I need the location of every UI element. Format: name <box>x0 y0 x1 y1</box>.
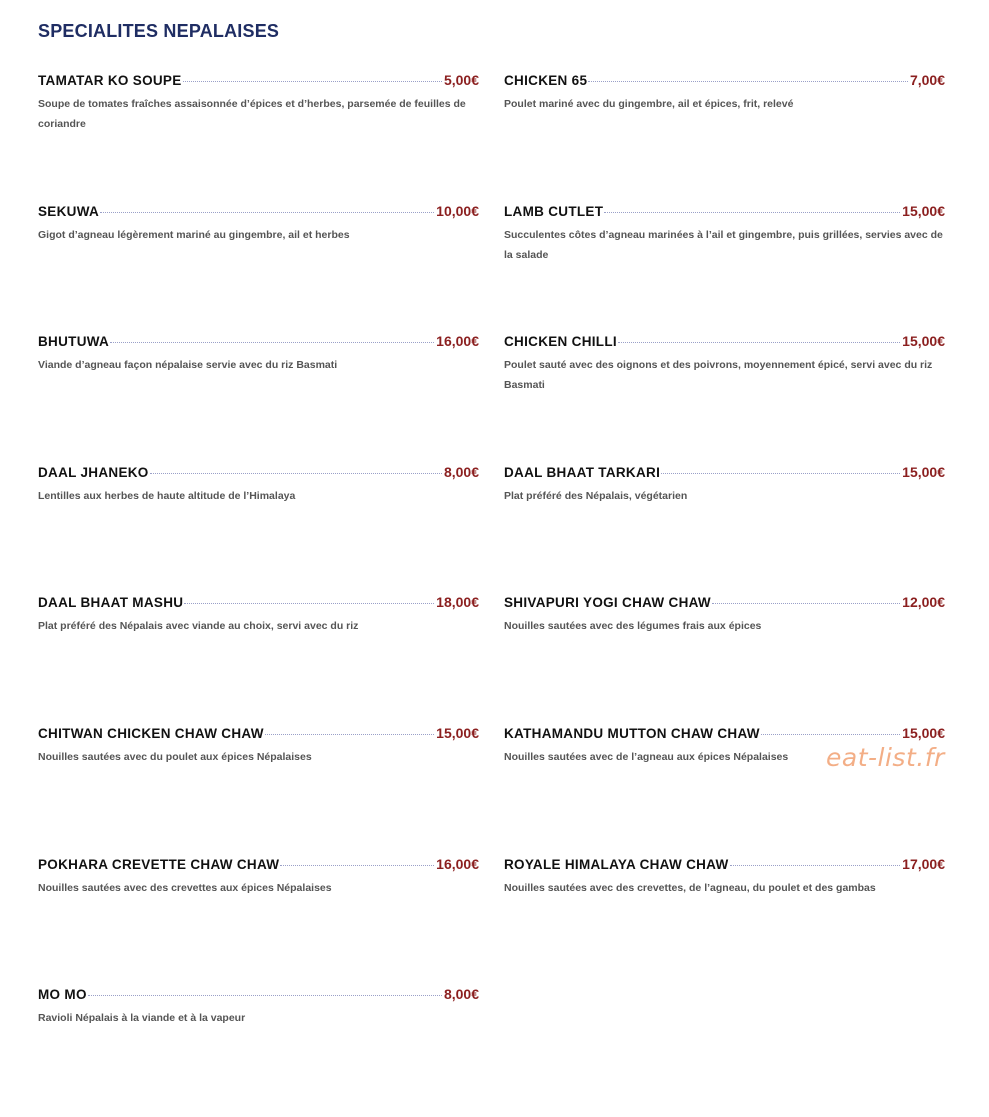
menu-item <box>38 464 479 595</box>
item-name: DAAL JHANEKO <box>38 464 149 480</box>
menu-item <box>504 333 945 464</box>
item-description: Plat préféré des Népalais, végétarien <box>504 489 688 502</box>
item-name: BHUTUWA <box>38 334 110 350</box>
menu-item <box>38 986 479 1117</box>
menu-item <box>504 464 945 595</box>
item-price: 8,00€ <box>443 986 479 1003</box>
item-description: Poulet mariné avec du gingembre, ail et épices, frit, relevé <box>504 98 794 110</box>
item-price: 15,00€ <box>902 202 945 219</box>
item-description: Nouilles sautées avec des légumes frais aux épices <box>504 620 762 633</box>
menu-item <box>504 203 945 334</box>
dotted-leader <box>100 212 434 213</box>
item-name: CHICKEN 65 <box>504 73 588 88</box>
watermark: eat-list.fr <box>826 743 945 772</box>
menu-item <box>38 72 479 203</box>
menu-item <box>504 594 945 725</box>
dotted-leader <box>761 734 900 735</box>
section-title: SPECIALITES NEPALAISES <box>38 21 280 41</box>
item-description: Nouilles sautées avec du poulet aux épices Népalaises <box>38 750 312 763</box>
item-price: 10,00€ <box>436 202 479 219</box>
item-price: 15,00€ <box>902 463 945 480</box>
item-name: CHITWAN CHICKEN CHAW CHAW <box>38 725 264 741</box>
menu-item <box>504 72 945 203</box>
item-description: Viande d’agneau façon népalaise servie avec du riz Basmati <box>38 359 338 372</box>
dotted-leader <box>110 342 434 343</box>
item-price: 8,00€ <box>443 463 479 480</box>
item-description: Gigot d’agneau légèrement mariné au gingembre, ail et herbes <box>38 228 350 241</box>
dotted-leader <box>604 212 900 213</box>
menu-grid <box>38 72 945 1117</box>
item-description: Succulentes côtes d’agneau marinées à l’ail et gingembre, puis grillées, servies avec de la salade <box>504 228 943 261</box>
item-name: ROYALE HIMALAYA CHAW CHAW <box>504 856 729 872</box>
dotted-leader <box>730 865 901 866</box>
item-price: 5,00€ <box>443 72 479 88</box>
dotted-leader <box>661 473 900 474</box>
dotted-leader <box>265 734 434 735</box>
item-price: 7,00€ <box>909 72 945 88</box>
menu-item <box>38 725 479 856</box>
item-name: DAAL BHAAT TARKARI <box>504 464 661 480</box>
item-price: 12,00€ <box>902 594 945 611</box>
item-name: POKHARA CREVETTE CHAW CHAW <box>38 856 280 872</box>
item-price: 17,00€ <box>902 855 945 872</box>
item-description: Nouilles sautées avec de l’agneau aux épices Népalaises <box>504 750 789 763</box>
item-price: 15,00€ <box>436 724 479 741</box>
dotted-leader <box>183 81 442 82</box>
menu-item <box>38 594 479 725</box>
menu-item <box>38 203 479 334</box>
dotted-leader <box>184 603 434 604</box>
menu-item <box>504 856 945 987</box>
item-description: Soupe de tomates fraîches assaisonnée d’épices et d’herbes, parsemée de feuilles de coriandre <box>38 98 466 130</box>
dotted-leader <box>280 865 434 866</box>
item-name: SEKUWA <box>38 203 100 219</box>
item-price: 18,00€ <box>436 594 479 611</box>
item-description: Poulet sauté avec des oignons et des poivrons, moyennement épicé, servi avec du riz Basmati <box>504 359 933 392</box>
item-description: Ravioli Népalais à la viande et à la vapeur <box>38 1012 246 1025</box>
item-name: LAMB CUTLET <box>504 203 604 219</box>
item-description: Nouilles sautées avec des crevettes aux épices Népalaises <box>38 881 332 894</box>
item-price: 15,00€ <box>902 333 945 350</box>
item-name: SHIVAPURI YOGI CHAW CHAW <box>504 595 711 611</box>
item-description: Lentilles aux herbes de haute altitude de l’Himalaya <box>38 489 296 502</box>
item-name: DAAL BHAAT MASHU <box>38 595 184 611</box>
dotted-leader <box>712 603 900 604</box>
item-price: 15,00€ <box>902 724 945 741</box>
dotted-leader <box>150 473 442 474</box>
item-description: Plat préféré des Népalais avec viande au choix, servi avec du riz <box>38 620 359 633</box>
item-price: 16,00€ <box>436 855 479 872</box>
item-description: Nouilles sautées avec des crevettes, de l’agneau, du poulet et des gambas <box>504 881 876 894</box>
menu-item <box>38 856 479 987</box>
dotted-leader <box>88 995 442 996</box>
menu-item <box>38 333 479 464</box>
dotted-leader <box>588 81 908 82</box>
item-name: TAMATAR KO SOUPE <box>38 73 182 88</box>
item-name: CHICKEN CHILLI <box>504 334 617 350</box>
item-name: MO MO <box>38 987 87 1003</box>
item-name: KATHAMANDU MUTTON CHAW CHAW <box>504 725 760 741</box>
item-price: 16,00€ <box>436 333 479 350</box>
dotted-leader <box>618 342 900 343</box>
